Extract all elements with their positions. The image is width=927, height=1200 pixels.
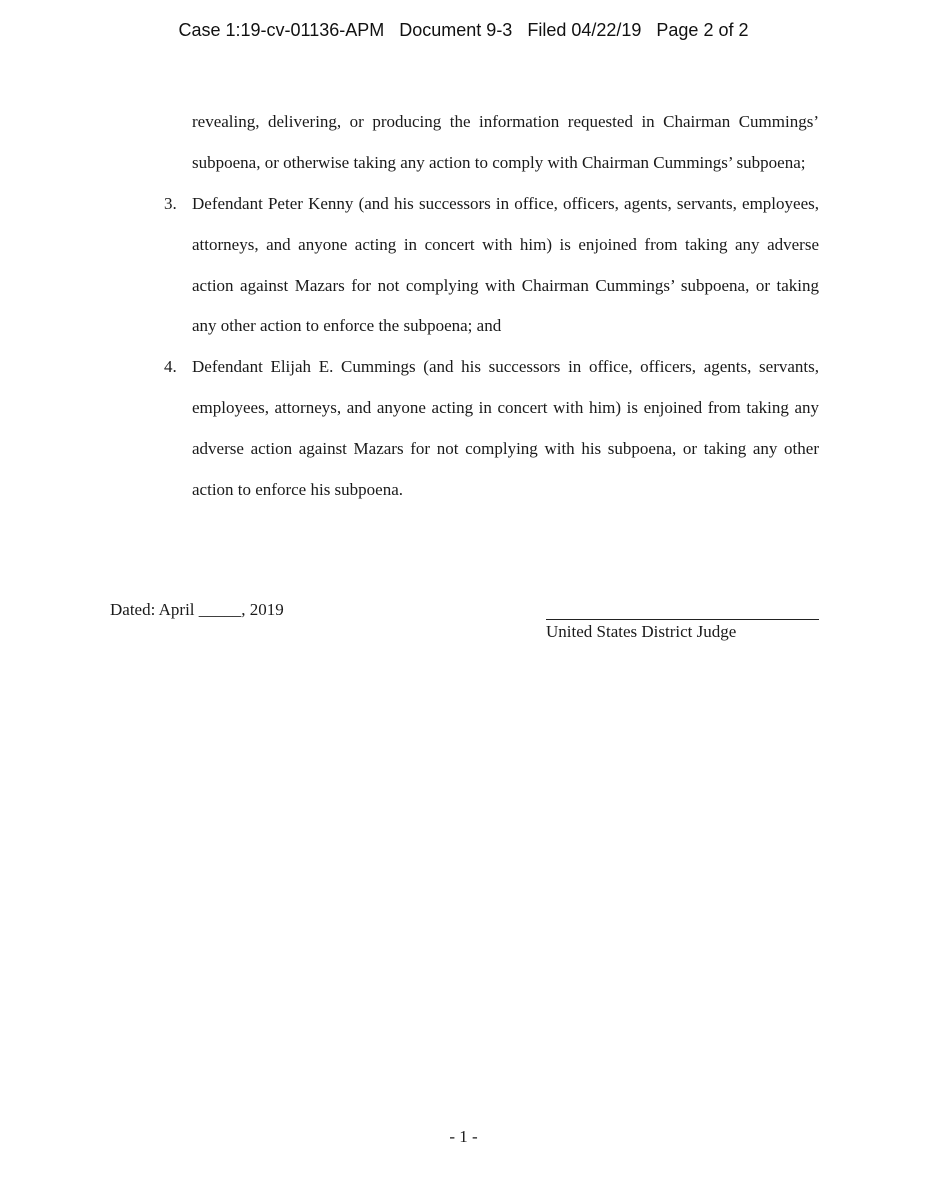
signature-line [546, 619, 819, 620]
paragraph-line: Defendant Peter Kenny (and his successors in office, officers, agents, servants, employees, [192, 194, 819, 213]
item-number: 4. [164, 357, 177, 376]
paragraph-line: employees, attorneys, and anyone acting in concert with him) is enjoined from taking any [192, 398, 819, 417]
paragraph-line: revealing, delivering, or producing the information requested in Chairman Cummings’ [192, 112, 819, 131]
paragraph-line: action to enforce his subpoena. [192, 480, 404, 499]
paragraph-line: subpoena, or otherwise taking any action to comply with Chairman Cummings’ subpoena; [192, 153, 806, 172]
paragraph-line: attorneys, and anyone acting in concert with him) is enjoined from taking any adverse [192, 235, 819, 254]
paragraph-line: any other action to enforce the subpoena; and [192, 316, 502, 335]
dated-line: Dated: April _____, 2019 [110, 600, 284, 619]
page-number: - 1 - [449, 1127, 478, 1146]
paragraph-line: Defendant Elijah E. Cummings (and his successors in office, officers, agents, servants, [192, 357, 819, 376]
item-number: 3. [164, 194, 177, 213]
paragraph-line: action against Mazars for not complying with Chairman Cummings’ subpoena, or taking [192, 276, 819, 295]
paragraph-line: adverse action against Mazars for not complying with his subpoena, or taking any other [192, 439, 819, 458]
case-header: Case 1:19-cv-01136-APM Document 9-3 Filed 04/22/19 Page 2 of 2 [178, 20, 749, 40]
signer-title: United States District Judge [546, 622, 737, 641]
